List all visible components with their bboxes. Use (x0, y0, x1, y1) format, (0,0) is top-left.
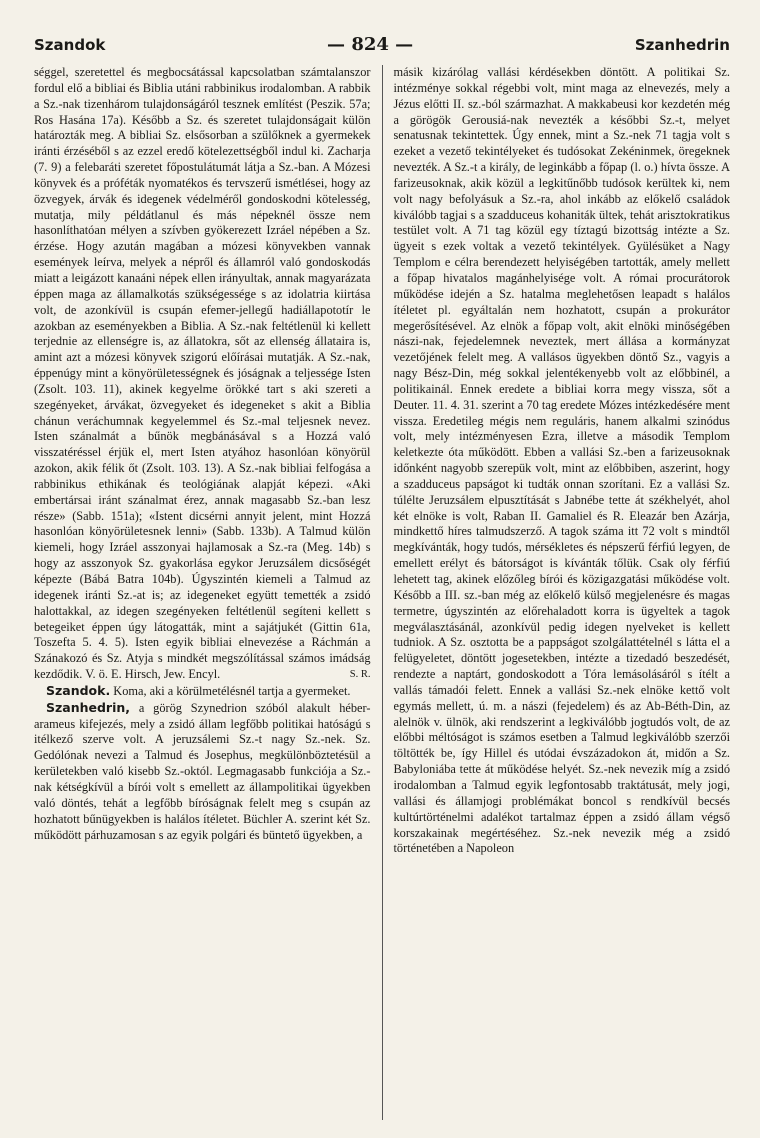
left-column (34, 65, 382, 1120)
headword-szanhedrin: Szanhedrin, (46, 699, 131, 715)
szandok-definition: Koma, aki a körülmetélésnél tartja a gyermeket. (110, 683, 351, 698)
szanhedrin-continuation (394, 65, 731, 857)
header-right-term: Szanhedrin (634, 36, 730, 54)
szandok-entry (34, 683, 371, 700)
author-signature: S. R. (349, 669, 371, 681)
right-column (382, 65, 731, 1120)
text-columns (34, 65, 730, 1120)
szanakozas-article-continuation (34, 65, 371, 683)
running-header (34, 34, 730, 55)
page-number: — 824 — (327, 34, 414, 55)
szanhedrin-definition-start: a görög Szynedrion szóból alakult héber-arameus kifejezés, mely a zsidó állam legfőbb politikai hatóságú s itélkező szerve volt. A jeruzsálemi Sz.-t nagy Sz.-nek. Sz. Gedólónak nevezi a Talmud és Josephus, megkülönböztetésül a kerületekben való kisebb Sz.-októl. Legmagasabb funkciója a Sz.-nak kétségkívül a bírói volt s emellett az állampolitikai ügyekben való döntés, tehát a legfőbb bíróságnak felelt meg s csupán az hozhatott bűnügyekben is halálos ítéletet. Büchler A. szerint két Sz. működött párhuzamosan s az egyik polgári és büntető ügyekben, a (34, 700, 371, 842)
paragraph-text: séggel, szeretettel és megbocsátással kapcsolatban számtalanszor fordul elő a bibliai és Biblia utáni rabbinikus irodalomban. A rabbik a Sz.-nak tizenhárom tulajdonságáról tesznek említést (Peszik. 57a; Ros Hasána 17a). Később a Sz. és szeretet tulajdonságait külön határozták meg. A bibliai Sz. elsősorban a szülőknek a gyermekek iránti érzéséből s az ezzel eredő kötelezettségből indul ki. Zacharja (7. 9) a felebaráti szeretet főpostulátumát látja a Sz.-ban. A Mózesi könyvek és a próféták nyomatékos és tervszerű ismétlései, hogy az özvegyek, árvák és idegenek védelméről gondoskodni kötelesség, mutatja, mily példátlanul és más népeknél össze nem hasonlíthatóan mélyen a szívben gyökerezett Izráel népében a Sz. érzése. Hogy azután magában a mózesi könyvekben vannak események leírva, melyek a népről és államról való gondoskodás miatt a leigázott kanaáni népek ellen irányultak, annak magyarázata éppen maga az államalkotás szükségessége s az idolatria kiirtása volt, de azonkívül is csupán efemer-jellegű hadiállapototír le azokban az eseményekben a Biblia. A Sz.-nak feltétlenül ki kellett terjednie az ellenségre is, az állatokra, sőt az ellenség állataira is, amint azt a mózesi könyvek szigorú előírásai mutatják. A Sz.-nak, éppenúgy mint a könyörületességnek és jóságnak a teljessége Isten (Zsolt. 103. 11), akinek kegyelme örökké tart s aki szereti a szegényeket, árvákat, özvegyeket és idegeneket s akit a Biblia chánun veráchumnak kegyelemmel és Sz.-mal teljesnek nevez. Isten szánalmát a bűnök megbánásával s a Hozzá való visszatéréssel érjük el, mert Isten atyához hasonlóan könyörül azokon, akik félik őt (Zsolt. 103. 13). A Sz.-nak bibliai felfogása a rabbinikus ethikának és teológiának alapját képezi. «Aki embertársai iránt szánalmat érez, annak magasabb Sz.-ban lesz része» (Sabb. 151a); «Istent dicsérni annyit jelent, mint Hozzá hasonlóan könyörületesnek lenni» (Sabb. 133b). A Talmud külön kiemeli, hogy Izráel asszonyai hajlamosak a Sz.-ra (Meg. 14b) s hogy az asszonyok Sz. gyakorlása egykor Jeruzsálem dicsőségét képezte (Bábá Batra 104b). Úgyszintén kiemeli a Talmud az idegenek iránti Sz.-at is; az idegeneket együtt temették a zsidó halottakkal, az idegen szegényeken feltétlenül segíteni kellett s betegeiket éppen úgy látogatták, mint a sajátjukét (Gittin 61a, Toszefta 5. 4. 5). Isten egyik bibliai elnevezése a Ráchmán a Szánakozó és Sz. Atyja s mindkét megszólítással számos imádság kezdődik. V. ö. E. Hirsch, Jew. Encyl. (34, 65, 371, 682)
headword-szandok: Szandok. (46, 682, 111, 698)
paragraph-text: másik kizárólag vallási kérdésekben döntött. A politikai Sz. intézménye sokkal régebbi volt, mint maga az elnevezés, mely a Jézus előtti II. sz.-ból származhat. A makkabeusi kor kezdetén még a görögök Gerousiá-nak nevezték a későbbi Sz.-t, melyet senatusnak tekintettek. Úgy ennek, mint a Sz.-nek 71 tagja volt s ezeket a vezető tekintélyeket és tudósokat Zekéninmek, öregeknek nevezték. A Sz.-t a király, de leginkább a főpap (l. o.) hívta össze. A farizeusoknak, akik közül a legkitűnőbb tudósok kerültek ki, nem volt nagy befolyásuk a Sz.-ra, ahol inkább az előkelő családok kiválóbb tagjai s a szadduceus kohaniták ültek, tehát arisztokratikus testület volt. A 71 tag közül egy tíztagú bizottság intézte a Sz. ügyeit s ezek voltak a vezető tekintélyek. Gyülésüket a Nagy Templom e célra berendezett helyiségében tartották, amely mellett a főpap hivatalos magánhelyisége volt. A római procurátorok működése idején a Sz. hatalma meglehetősen leapadt s halálos ítéletet pl. egyáltalán nem hozhatott, csupán a prokurátor megerősítésével. Az elnök a főpap volt, akit elnöki minőségében nászi-nak, fejedelemnek neveztek, mert állása a kormányzat vezetőjének felelt meg. A vallásos ügyekben döntő Sz., vagyis a nagy Bész-Din, még sokkal jelentékenyebb volt az előbbinél, a politikainál. Ennek eredete a bibliai korra megy vissza, sőt a Deuter. 11. 4. 31. szerint a 70 tag eredete Mózes intézkedésére ment vissza. Eredetileg mégis nem reguláris, hanem alkalmi szinódus volt, mely intézményesen Ezra, illetve a második Templom keletkezte óta működött. Ebben a vallási Sz.-ben a farizeusoknak időnként nagyobb szerepük volt, mint az előbbiben, aszerint, hogy a szadduceus papságot ki tudták onnan szorítani. Ez a vallási Sz. túlélte Jeruzsálem elpusztítását s Jabnébe tette át székhelyét, ahol két elnöke is volt, Raban II. Gamaliel és R. Eleazár ben Azárja, mindkettő híres talmudszerző. A tagok száma itt 72 volt s mindtől megkívánták, hogy tudós, mérsékletes és népszerű férfiú legyen, de emellett erélyt és bátorságot is kívánták tőlük. Csak oly férfiú lehetett tag, akinek előzőleg bírói és közigazgatási működése volt. Később a III. sz.-ban még az előkelő külső megjelenésre és magas termetre, úgyszintén az előrehaladott korra is ügyeltek a tagok megválasztásánál, azonkívül pedig idegen nyelveket is kellett tudniok. A Sz. osztotta be a pappságot szolgálattételnél s látta el a felügyeletet, döntött jogesetekben, intézte a tizedadó beszedését, rendezte a naptárt, gondoskodott a Tóra lemásolásáról s ítélt a vallás támadói felett. Ennek a vallási Sz.-nek elnöke kettő volt egymás mellett, ú. m. a nászi (fejedelem) és az Ab-Béth-Din, az alelnök v. ülnök, aki rendszerint a legkiválóbb jogtudós volt, de az előbbi méltóságot is számos esetben a Talmud legkiválóbb szerzői töltötték be, így Hillel és utódai évszázadokon át, midőn a Sz. Babyloniába tette át működése helyét. Sz.-nek nevezik míg a zsidó irodalomban a Talmud egyik legfontosabb traktátusát, mely jogi, vallási és államjogi problémákat boncol s rendkívül becsés kultúrtörténelmi adalékot tartalmaz éppen a zsidó állam végső korszakainak megértéséhez. Sz.-nek nevezik még a zsidó történetében a Napoleon (393, 65, 730, 856)
header-left-term: Szandok (34, 36, 106, 54)
szanhedrin-entry (34, 700, 371, 844)
